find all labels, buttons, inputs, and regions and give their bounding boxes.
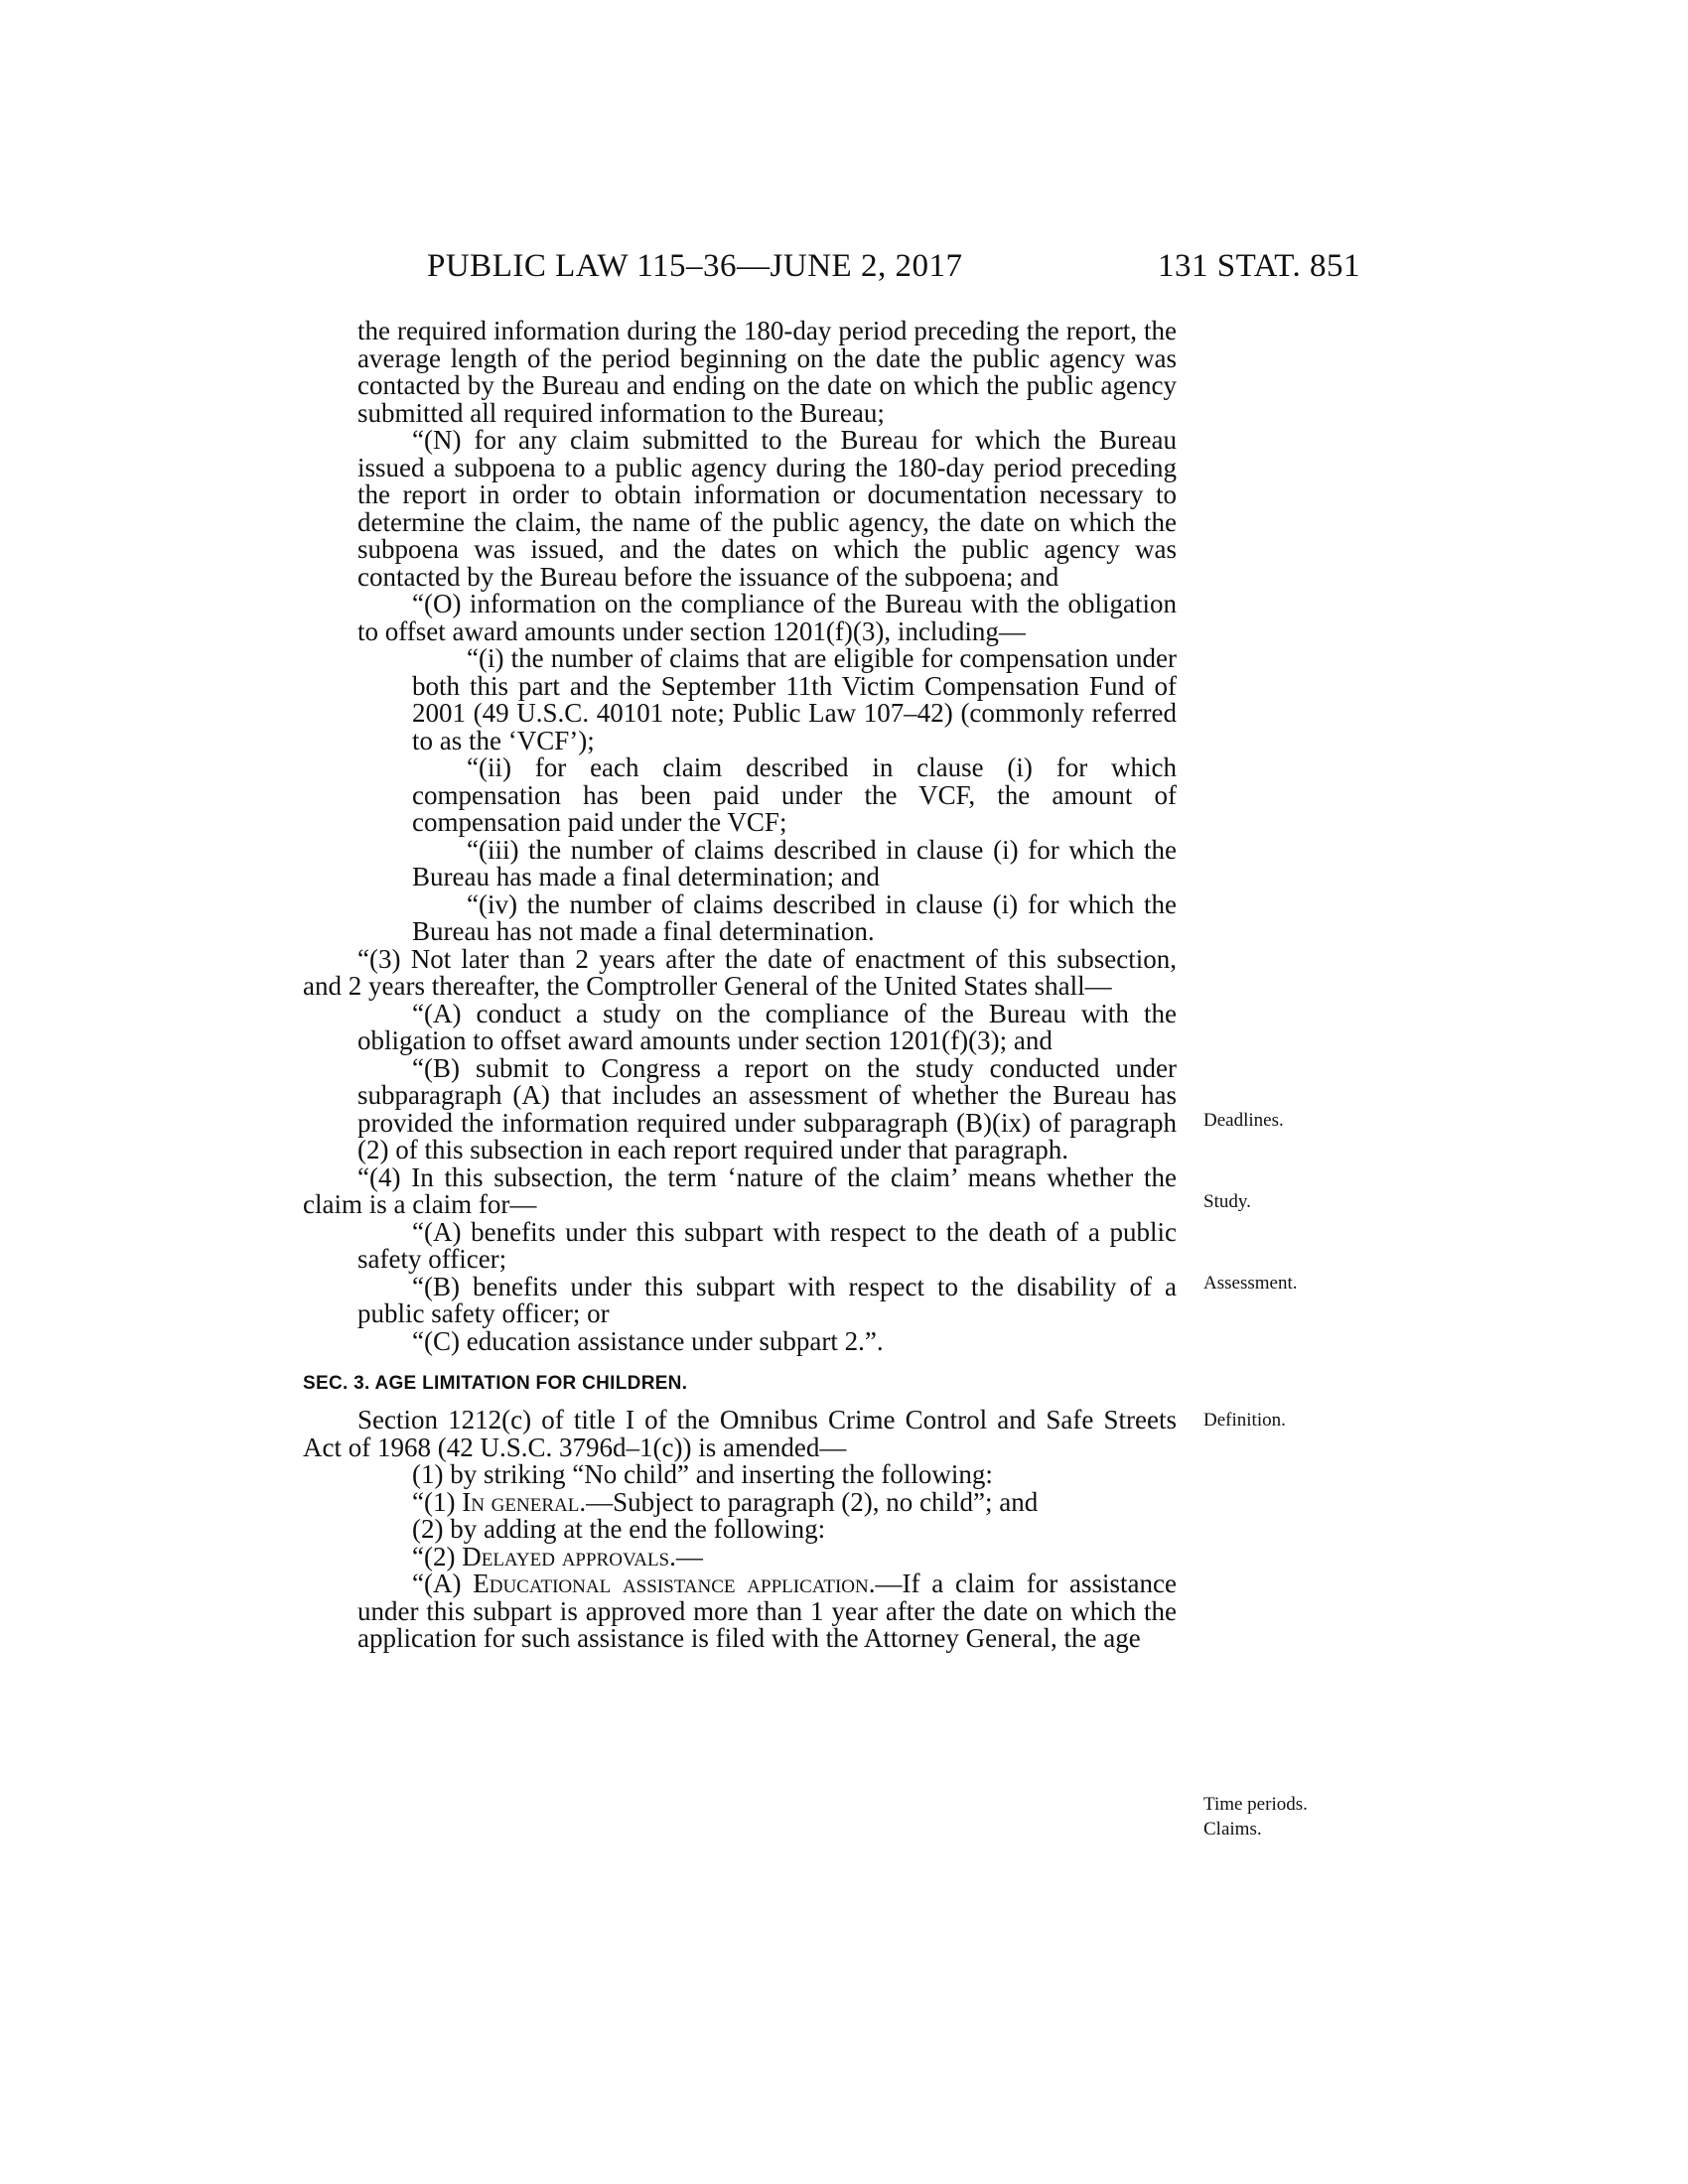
clause-iv: “(iv) the number of claims described in clause (i) for which the Bureau has not made a final determination. bbox=[412, 888, 1177, 946]
margin-note-time-periods: Time periods. bbox=[1203, 1794, 1308, 1815]
margin-note-definition: Definition. bbox=[1203, 1410, 1286, 1431]
subparagraph-3B: “(B) submit to Congress a report on the study conducted under subparagraph (A) that includes an assessment of whether the Bureau has provided the information required under subparagraph (B)(ix) of paragraph (2) of this subsection in each report required under that paragraph. bbox=[357, 1052, 1177, 1164]
subparagraph-4A: “(A) benefits under this subpart with respect to the death of a public safety officer; bbox=[357, 1216, 1177, 1274]
margin-note-assessment: Assessment. bbox=[1203, 1273, 1298, 1294]
paragraph-3: “(3) Not later than 2 years after the date of enactment of this subsection, and 2 years thereafter, the Comptroller General of the United States shall— bbox=[303, 943, 1177, 1001]
paragraph-O: “(O) information on the compliance of the Bureau with the obligation to offset award amounts under section 1201(f)(3), including— bbox=[357, 589, 1177, 646]
margin-note-claims: Claims. bbox=[1203, 1819, 1262, 1840]
paragraph-continuation: the required information during the 180-day period preceding the report, the average length of the period beginning on the date the public agency was contacted by the Bureau and ending on the date on which the public agency submitted all required information to the Bureau; bbox=[357, 316, 1177, 428]
amendment-2-quote: “(2) Delayed approvals.— bbox=[412, 1541, 703, 1571]
section-heading: SEC. 3. AGE LIMITATION FOR CHILDREN. bbox=[303, 1373, 688, 1394]
clause-iii: “(iii) the number of claims described in clause (i) for which the Bureau has made a final determination; and bbox=[412, 834, 1177, 891]
page-header bbox=[0, 248, 1688, 288]
amendment-2: (2) by adding at the end the following: bbox=[412, 1514, 826, 1544]
subparagraph-4B: “(B) benefits under this subpart with respect to the disability of a public safety officer; or bbox=[357, 1271, 1177, 1328]
clause-i: “(i) the number of claims that are eligible for compensation under both this part and the September 11th Victim Compensation Fund of 2001 (49 U.S.C. 40101 note; Public Law 107–42) (commonly referred to as the ‘VCF’); bbox=[412, 643, 1177, 755]
document-body bbox=[303, 318, 1177, 1653]
paragraph-4: “(4) In this subsection, the term ‘nature of the claim’ means whether the claim is a claim for— bbox=[303, 1161, 1177, 1219]
clause-ii: “(ii) for each claim described in clause (i) for which compensation has been paid under the VCF, the amount of compensation paid under the VCF; bbox=[412, 752, 1177, 837]
subparagraph-3A: “(A) conduct a study on the compliance of the Bureau with the obligation to offset award amounts under section 1201(f)(3); and bbox=[357, 998, 1177, 1055]
subparagraph-4C: “(C) education assistance under subpart 2.”. bbox=[412, 1325, 884, 1356]
amendment-1: (1) by striking “No child” and inserting the following: bbox=[412, 1459, 993, 1489]
statute-page-number: 131 STAT. 851 bbox=[1157, 248, 1360, 284]
margin-note-study: Study. bbox=[1203, 1191, 1251, 1212]
section-3-intro: Section 1212(c) of title I of the Omnibus Crime Control and Safe Streets Act of 1968 (42 U.S.C. 3796d–1(c)) is amended— bbox=[303, 1405, 1177, 1462]
amendment-2A-quote: “(A) Educational assistance application.—If a claim for assistance under this subpart is approved more than 1 year after the date on which the application for such assistance is filed with the Attorney General, the age bbox=[357, 1569, 1177, 1653]
paragraph-N: “(N) for any claim submitted to the Bureau for which the Bureau issued a subpoena to a public agency during the 180-day period preceding the report in order to obtain information or documentation necessary to determine the claim, the name of the public agency, the date on which the subpoena was issued, and the dates on which the public agency was contacted by the Bureau before the issuance of the subpoena; and bbox=[357, 425, 1177, 592]
margin-note-deadlines: Deadlines. bbox=[1203, 1110, 1284, 1131]
amendment-1-quote: “(1) In general.—Subject to paragraph (2), no child”; and bbox=[412, 1486, 1039, 1517]
running-title: PUBLIC LAW 115–36—JUNE 2, 2017 bbox=[427, 248, 963, 284]
